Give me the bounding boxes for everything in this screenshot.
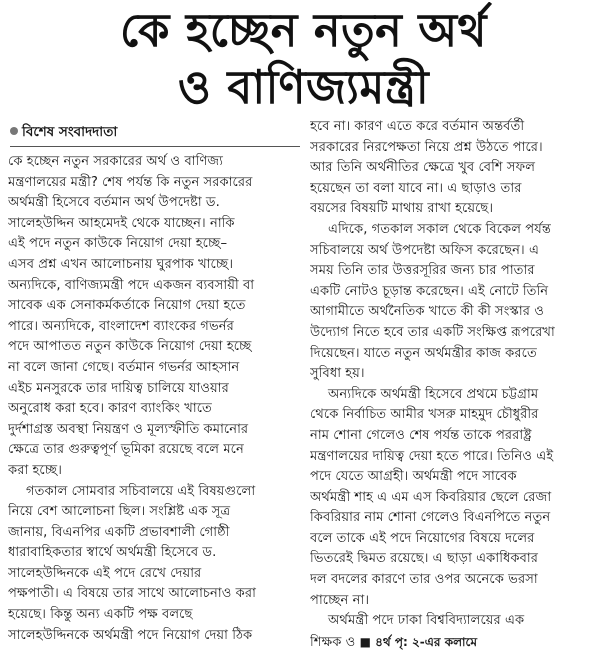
article-line: পারে। অন্যদিকে, বাংলাদেশ ব্যাংকের গভর্নর [8,318,234,334]
headline-line-1: কে হচ্ছেন নতুন অর্থ [119,3,488,57]
article-line: সরকারের নিরপেক্ষতা নিয়ে প্রশ্ন উঠতে পারে। [310,139,543,155]
article-line: অর্থমন্ত্রী শাহ এ এম এস কিবরিয়ার ছেলে রেজা [310,489,552,505]
article-line: অন্যদিকে অর্থমন্ত্রী হিসেবে প্রথমে চট্টগ্রাম [328,386,539,402]
article-line: আর তিনি অর্থনীতির ক্ষেত্রে খুব বেশি সফল [310,160,536,176]
article-line: পক্ষপাতী। এ বিষয়ে তার সাথে আলোচনাও করা [8,586,256,602]
article-line: পদে আপাতত নতুন কাউকে নিয়োগ দেয়া হচ্ছে [8,339,252,355]
article-line: সুবিধা হয়। [310,366,365,382]
article-line: ধারাবাহিকতার স্বার্থে অর্থমন্ত্রী হিসেবে ড. [8,545,217,561]
article-line: নাম শোনা গেলেও শেষ পর্যন্ত তাকে পররাষ্ট্র [310,427,532,443]
article-line: করা হচ্ছে। [8,462,62,478]
article-line: উদ্যোগ নিতে হবে তার একটি সংক্ষিপ্ত রূপরেখা [310,324,555,340]
article-line: নিয়ে বেশ আলোচনা ছিল। সংশ্লিষ্ট এক সূত্র [8,504,231,520]
article-line: এদিকে, গতকাল সকাল থেকে বিকেল পর্যন্ত [328,221,551,237]
article-line: সাবেক এক সেনাকর্মকর্তাকে নিয়োগ দেয়া হতে [8,298,246,314]
article-line: থেকে নির্বাচিত আমীর খসরু মাহমুদ চৌধুরীর [310,407,539,423]
article-line: বলে তাকে এই পদে নিয়োগের বিষয়ে দলের [310,530,535,546]
article-line: না বলে জানা গেছে। বর্তমান গভর্নর আহসান [8,359,240,375]
article-line: সচিবালয়ে অর্থ উপদেষ্টা অফিস করেছেন। এ [310,242,539,258]
headline [0,2,607,116]
square-marker-icon: ■ [359,634,371,649]
article-line: জানায়, বিএনপির একটি প্রভাবশালী গোষ্ঠী [8,524,230,540]
article-line: বয়সের বিষয়টি মাথায় রাখা হয়েছে। [310,201,494,217]
byline-text: বিশেষ সংবাদদাতা [22,124,118,140]
article-line: পদে যেতে আগ্রহী। অর্থমন্ত্রী পদে সাবেক [310,469,517,485]
article-line: দল বদলের কারণে তার ওপর অনেকে ভরসা [310,572,538,588]
article-line: কিবরিয়ার নাম শোনা গেলেও বিএনপিতে নতুন [310,510,551,526]
article-line: মন্ত্রণালয়ের মন্ত্রী? শেষ পর্যন্ত কি নতুন সরকারের [8,174,253,190]
article-line: এইচ মনসুরকে তার দায়িত্ব চালিয়ে যাওয়ার [8,380,229,396]
article-line: অর্থমন্ত্রী হিসেবে বর্তমান অর্থ উপদেষ্টা ড. [8,195,220,211]
article-line: দিয়েছেন। যাতে নতুন অর্থমন্ত্রীর কাজ করতে [310,345,537,361]
article-line: আগামীতে অর্থনৈতিক খাতে কী কী সংস্কার ও [310,304,544,320]
article-line: সালেহউদ্দিনকে এই পদে রেখে দেয়ার [8,565,202,581]
article-line: হয়েছেন তা বলা যাবে না। এ ছাড়াও তার [310,180,522,196]
article-line: একটি নোটও চূড়ান্ত করেছেন। এই নোটে তিনি [310,283,549,299]
article-line: এই পদে নতুন কাউকে নিয়োগ দেয়া হচ্ছে– [8,236,228,252]
left-column [8,152,300,646]
headline-line-2: ও বাণিজ্যমন্ত্রী [177,60,430,114]
article-line: অর্থমন্ত্রী পদে ঢাকা বিশ্ববিদ্যালয়ের এক [328,613,525,629]
bullet-icon [10,127,18,135]
article-line: পাচ্ছেন না। [310,592,370,608]
article-line: গতকাল সোমবার সচিবালয়ে এই বিষয়গুলো [26,483,256,499]
article-line: মন্ত্রণালয়ের দায়িত্ব দেয়া হতে পারে। তিনিও এই [310,448,554,464]
article-line: সময় তিনি তার উত্তরসূরির জন্য চার পাতার [310,263,535,279]
article-line: হয়েছে। কিন্তু অন্য একটি পক্ষ বলছে [8,607,193,623]
article-line: এসব প্রশ্ন এখন আলোচনায় ঘুরপাক খাচ্ছে। [8,256,234,272]
article-line: দুর্দশাগ্রস্ত অবস্থা নিয়ন্ত্রণ ও মূল্যস্ফীতি কমানোর [8,421,249,437]
article-line: সালেহউদ্দিন আহমেদই থেকে যাচ্ছেন। নাকি [8,215,235,231]
article-line: ভিতরেই দ্বিমত রয়েছে। এ ছাড়া একাধিকবার [310,551,538,567]
article-line: সালেহউদ্দিনকে অর্থমন্ত্রী পদে নিয়োগ দেয়া ঠিক [8,627,253,643]
continuation-reference[interactable]: ৪র্থ পৃ: ২-এর কলামে [375,634,477,649]
byline-divider [10,146,300,147]
right-column [310,117,602,652]
article-line: অনুরোধ করা হবে। কারণ ব্যাংকিং খাতে [8,401,212,417]
article-line: ক্ষেত্রে তার গুরুত্বপূর্ণ ভূমিকা রয়েছে বলে মনে [8,442,244,458]
article-line: কে হচ্ছেন নতুন সরকারের অর্থ ও বাণিজ্য [8,154,223,169]
article-line: হবে না। কারণ এতে করে বর্তমান অন্তর্বর্তী [310,119,525,134]
continuation-line [310,632,602,652]
byline [10,122,292,142]
article-line: অন্যদিকে, বাণিজ্যমন্ত্রী পদে একজন ব্যবসায়ী বা [8,277,255,293]
continuation-lead: শিক্ষক ও [310,634,356,650]
